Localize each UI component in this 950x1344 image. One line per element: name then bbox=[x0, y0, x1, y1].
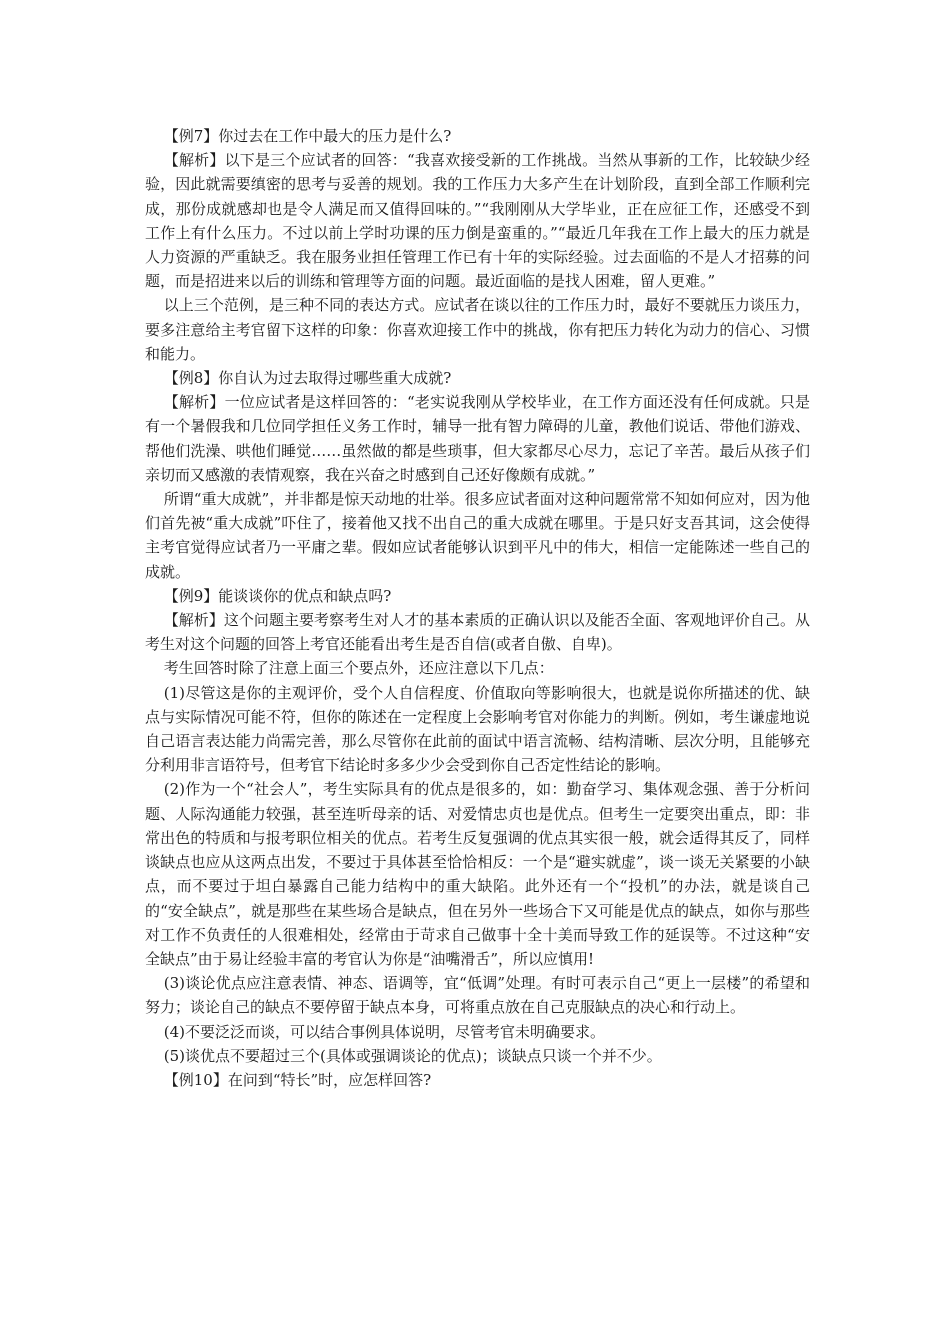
example-7-question: 【例7】你过去在工作中最大的压力是什么? bbox=[163, 127, 452, 145]
example-9-point-2: (2)作为一个“社会人”，考生实际具有的优点是很多的，如：勤奋学习、集体观念强、善于分析问题、人际沟通能力较强，甚至连听母亲的话、对爱情忠贞也是优点。但考生一定要突出重点，即：非常出色的特质和与报考职位相关的优点。若考生反复强调的优点其实很一般，就会适得其反了，同样谈缺点也应从这两点出发，不要过于具体甚至恰恰相反：一个是“避实就虚”，谈一谈无关紧要的小缺点，而不要过于坦白暴露自己能力结构中的重大缺陷。此外还有一个“投机”的办法，就是谈自己的“安全缺点”，就是那些在某些场合是缺点，但在另外一些场合下又可能是优点的缺点，如你与那些对工作不负责任的人很难相处，经常由于苛求自己做事十全十美而导致工作的延误等。不过这种“安全缺点”由于易让经验丰富的考官认为你是“油嘴滑舌”，所以应慎用! bbox=[145, 780, 810, 968]
example-7-commentary: 以上三个范例，是三种不同的表达方式。应试者在谈以往的工作压力时，最好不要就压力谈压力，要多注意给主考官留下这样的印象：你喜欢迎接工作中的挑战，你有把压力转化为动力的信心、习惯和能力。 bbox=[145, 296, 810, 363]
example-9-point-5: (5)谈优点不要超过三个(具体或强调谈论的优点)；谈缺点只谈一个并不少。 bbox=[163, 1046, 662, 1065]
example-9-point-3: (3)谈论优点应注意表情、神态、语调等，宜“低调”处理。有时可表示自己“更上一层楼”的希望和努力；谈论自己的缺点不要停留于缺点本身，可将重点放在自己克服缺点的决心和行动上。 bbox=[145, 974, 810, 1017]
document-body bbox=[145, 124, 810, 1092]
example-8-question: 【例8】你自认为过去取得过哪些重大成就? bbox=[163, 369, 452, 388]
example-10-question: 【例10】在问到“特长”时，应怎样回答? bbox=[163, 1070, 432, 1089]
example-9-question: 【例9】能谈谈你的优点和缺点吗? bbox=[163, 586, 392, 605]
example-9-analysis: 【解析】这个问题主要考察考生对人才的基本素质的正确认识以及能否全面、客观地评价自己。从考生对这个问题的回答上考官还能看出考生是否自信(或者自傲、自卑)。 bbox=[145, 611, 810, 654]
example-7-analysis: 【解析】以下是三个应试者的回答：“我喜欢接受新的工作挑战。当然从事新的工作，比较缺少经验，因此就需要缜密的思考与妥善的规划。我的工作压力大多产生在计划阶段，直到全部工作顺利完成，那份成就感却也是令人满足而又值得回味的。”“我刚刚从大学毕业，正在应征工作，还感受不到工作上有什么压力。不过以前上学时功课的压力倒是蛮重的。”“最近几年我在工作上最大的压力就是人力资源的严重缺乏。我在服务业担任管理工作已有十年的实际经验。过去面临的不是人才招募的问题，而是招进来以后的训练和管理等方面的问题。最近面临的是找人困难，留人更难。” bbox=[145, 151, 810, 291]
example-9-point-4: (4)不要泛泛而谈，可以结合事例具体说明，尽管考官未明确要求。 bbox=[163, 1022, 606, 1041]
example-8-analysis: 【解析】一位应试者是这样回答的：“老实说我刚从学校毕业，在工作方面还没有任何成就。只是有一个暑假我和几位同学担任义务工作时，辅导一批有智力障碍的儿童，教他们说话、带他们游戏、帮他们洗澡、哄他们睡觉……虽然做的都是些琐事，但大家都尽心尽力，忘记了辛苦。最后从孩子们亲切而又感激的表情观察，我在兴奋之时感到自己还好像颇有成就。” bbox=[145, 393, 810, 484]
example-9-intro: 考生回答时除了注意上面三个要点外，还应注意以下几点： bbox=[163, 659, 554, 678]
example-8-commentary: 所谓“重大成就”，并非都是惊天动地的壮举。很多应试者面对这种问题常常不知如何应对，因为他们首先被“重大成就”吓住了，接着他又找不出自己的重大成就在哪里。于是只好支吾其词，这会使得主考官觉得应试者乃一平庸之辈。假如应试者能够认识到平凡中的伟大，相信一定能陈述一些自己的成就。 bbox=[145, 490, 810, 581]
example-9-point-1: (1)尽管这是你的主观评价，受个人自信程度、价值取向等影响很大，也就是说你所描述的优、缺点与实际情况可能不符，但你的陈述在一定程度上会影响考官对你能力的判断。例如，考生谦虚地说自己语言表达能力尚需完善，那么尽管你在此前的面试中语言流畅、结构清晰、层次分明，且能够充分利用非言语符号，但考官下结论时多多少少会受到你自己否定性结论的影响。 bbox=[145, 683, 810, 775]
